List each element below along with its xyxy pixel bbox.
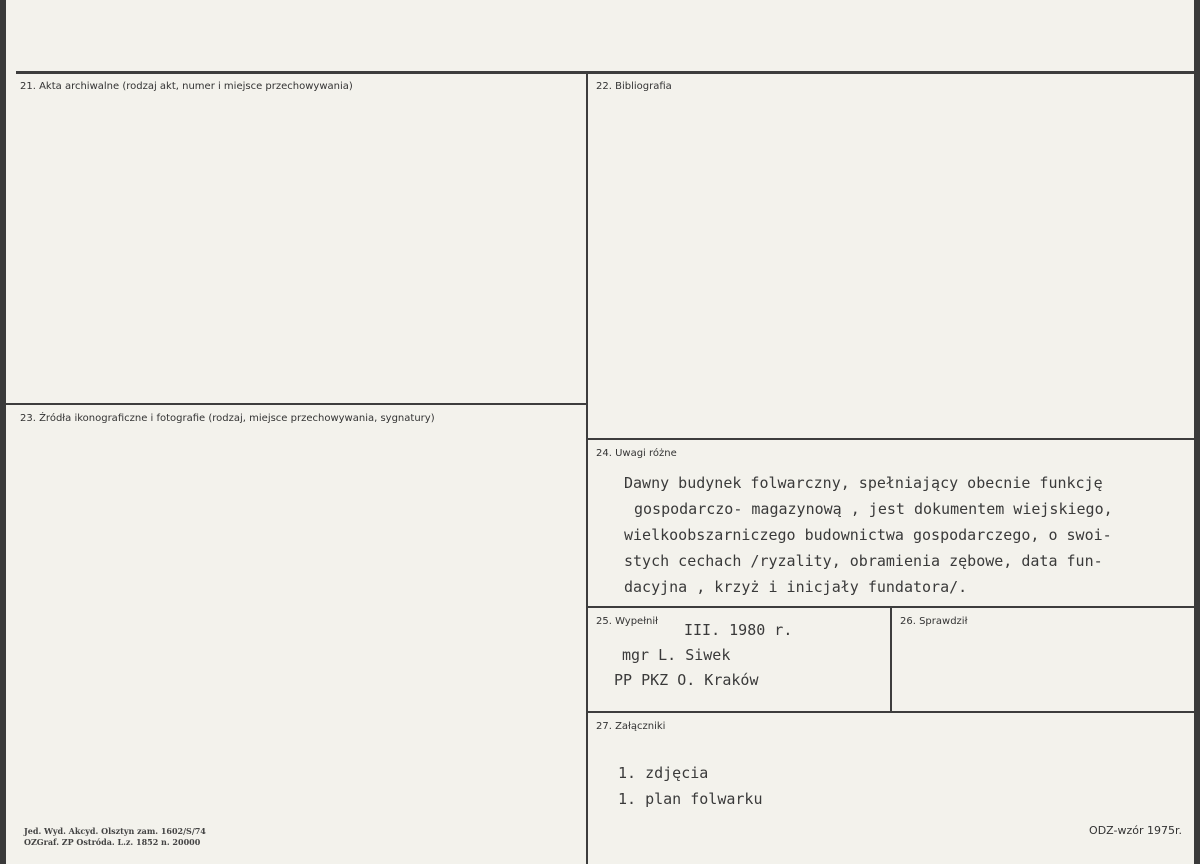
filled-org: PP PKZ O. Kraków [614, 671, 759, 689]
section-21-label: 21. Akta archiwalne (rodzaj akt, numer i miejsce przechowywania) [20, 81, 353, 92]
filled-date: III. 1980 r. [684, 621, 793, 639]
printer-line-2: OZGraf. ZP Ostróda. L.z. 1852 n. 20000 [24, 837, 201, 847]
remarks-line: dacyjna , krzyż i inicjały fundatora/. [624, 578, 968, 596]
top-rule [16, 71, 1200, 74]
form-code: ODZ-wzór 1975r. [1089, 824, 1182, 837]
rule-25-27 [588, 711, 1194, 713]
section-26-label: 26. Sprawdził [900, 616, 968, 627]
section-23-label: 23. Źródła ikonograficzne i fotografie (rodzaj, miejsce przechowywania, sygnatury) [20, 413, 435, 424]
form-card [6, 0, 1194, 864]
attachment-item: 1. plan folwarku [618, 790, 763, 808]
center-divider [586, 73, 588, 864]
section-25-label: 25. Wypełnił [596, 616, 659, 627]
section-27-label: 27. Załączniki [596, 721, 666, 732]
filled-name: mgr L. Siwek [622, 646, 731, 664]
printer-imprint [24, 826, 206, 848]
remarks-line: Dawny budynek folwarczny, spełniający obecnie funkcję [624, 474, 1103, 492]
section-22-label: 22. Bibliografia [596, 81, 672, 92]
remarks-line: stych cechach /ryzality, obramienia zębowe, data fun- [624, 552, 1103, 570]
scan-edge-right [1194, 0, 1200, 864]
remarks-line: wielkoobszarniczego budownictwa gospodarczego, o swoi- [624, 526, 1112, 544]
remarks-line: gospodarczo- magazynową , jest dokumentem wiejskiego, [634, 500, 1113, 518]
divider-25-26 [890, 607, 892, 712]
attachment-item: 1. zdjęcia [618, 764, 709, 782]
rule-21-23 [6, 403, 586, 405]
section-24-label: 24. Uwagi różne [596, 448, 677, 459]
rule-22-24 [588, 438, 1194, 440]
printer-line-1: Jed. Wyd. Akcyd. Olsztyn zam. 1602/S/74 [24, 826, 206, 836]
